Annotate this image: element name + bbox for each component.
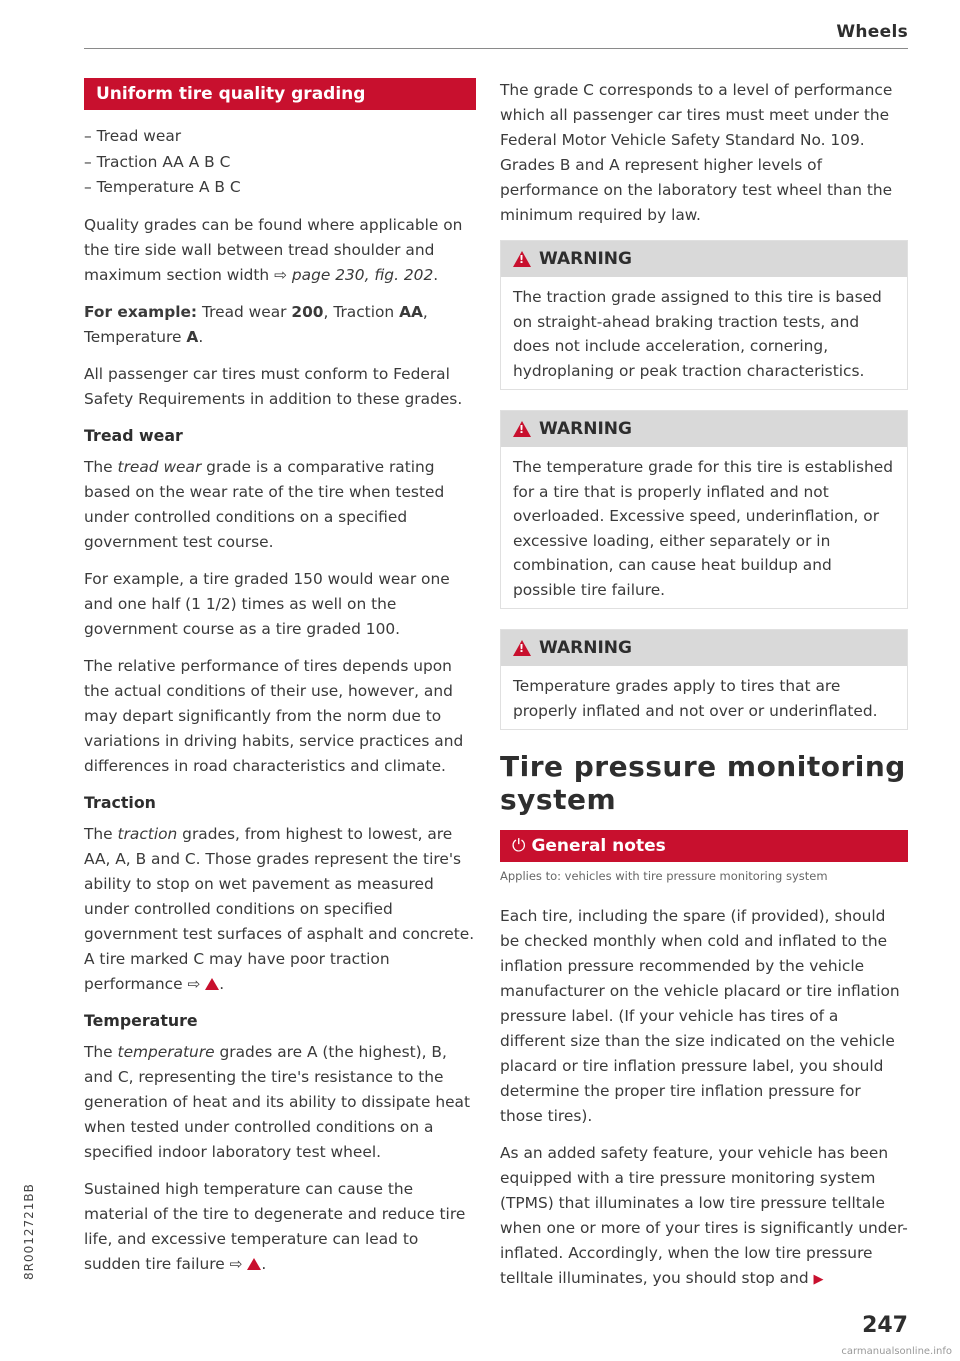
warning-text: The temperature grade for this tire is established for a tire that is properly inflated and not overloaded. Excessive speed, underinflation, or excessive loading, either separately or in combination, can cause heat buildup and possible tire failure. [513, 458, 893, 599]
warning-title: WARNING [539, 638, 632, 658]
text: temperature [117, 1042, 215, 1061]
text: 200 [291, 302, 324, 321]
warning-text: Temperature grades apply to tires that are properly inflated and not over or underinflated. [513, 677, 878, 720]
warning-icon[interactable] [247, 1258, 261, 1270]
warning-body [501, 277, 907, 389]
text: AA [399, 302, 423, 321]
list-item: – Tread wear [84, 127, 182, 145]
text: . [219, 974, 225, 993]
paragraph-quality [84, 213, 476, 288]
text: tread wear [117, 457, 202, 476]
warning-header [501, 630, 907, 666]
paragraph-grade-c: The grade C corresponds to a level of performance which all passenger car tires must meet under the Federal Motor Vehicle Safety Standard No. 109. Grades B and A represent higher levels of performance on the laboratory test wheel than the minimum required by law. [500, 81, 893, 224]
grade-list [84, 124, 476, 201]
header-rule [84, 48, 908, 49]
text: . [433, 265, 439, 284]
document-code: 8R0012721BB [22, 1183, 36, 1280]
warning-title: WARNING [539, 249, 632, 269]
banner-label: General notes [531, 836, 666, 856]
text: The [84, 824, 118, 843]
heading-traction: Traction [84, 792, 156, 812]
heading-tread-wear: Tread wear [84, 425, 183, 445]
warning-icon [513, 640, 531, 656]
paragraph-sustained [84, 1177, 476, 1277]
applies-note: Applies to: vehicles with tire pressure monitoring system [500, 869, 828, 883]
text: grades are A (the highest), B, and C, representing the tire's resistance to the generation of heat and its ability to dissipate heat when tested under controlled conditions on a specified indoor laboratory test wheel. [84, 1042, 471, 1161]
text: , Temperature [84, 302, 428, 346]
paragraph-relative: The relative performance of tires depends upon the actual conditions of their use, however, and may depart significantly from the norm due to variations in driving habits, service practices and differences in road characteristics and climate. [84, 656, 464, 775]
warning-icon [513, 251, 531, 267]
section-banner-general-notes [500, 830, 908, 862]
list-item: – Traction AA A B C [84, 152, 231, 171]
warning-icon [513, 421, 531, 437]
warning-title: WARNING [539, 419, 632, 439]
paragraph-example-150: For example, a tire graded 150 would wear one and one half (1 1/2) times as well on the government course as a tire graded 100. [84, 569, 450, 638]
paragraph-tread-wear [84, 455, 476, 555]
page-ref-link[interactable]: ⇨ page 230, fig. 202 [274, 265, 434, 284]
example-label: For example: [84, 302, 198, 321]
power-icon: ⏻ [512, 836, 526, 856]
list-item: – Temperature A B C [84, 178, 241, 196]
right-column [500, 78, 908, 1304]
paragraph-traction [84, 822, 476, 997]
section-banner-tire-grading: Uniform tire quality grading [84, 78, 476, 110]
warning-box [500, 240, 908, 390]
left-column [84, 78, 476, 1289]
section-title: Wheels [836, 22, 908, 42]
paragraph-added-safety [500, 1141, 908, 1292]
warning-box [500, 410, 908, 609]
paragraph-temperature [84, 1040, 476, 1165]
warning-header [501, 241, 907, 277]
text: A [186, 327, 199, 346]
text: traction [117, 824, 178, 843]
page-number: 247 [862, 1313, 908, 1338]
text: Tread wear [197, 302, 292, 321]
paragraph-each-tire: Each tire, including the spare (if provided), should be checked monthly when cold and inflated to the inflation pressure recommended by the vehicle manufacturer on the vehicle placard or tire inflation pressure label. (If your vehicle has tires of a different size than the size indicated on the vehicle placard or tire inflation pressure label, you should determine the proper tire inflation pressure for those tires). [500, 907, 900, 1125]
paragraph-conform: All passenger car tires must conform to Federal Safety Requirements in addition to these grades. [84, 364, 463, 408]
text: Sustained high temperature can cause the material of the tire to degenerate and reduce tire life, and excessive temperature can lead to sudden tire failure ⇨ [84, 1179, 466, 1273]
text: The [84, 457, 118, 476]
warning-header [501, 411, 907, 447]
warning-icon[interactable] [205, 978, 219, 990]
watermark: carmanualsonline.info [841, 1346, 952, 1357]
text: , Traction [323, 302, 400, 321]
heading-tpms: Tire pressure monitoring system [500, 750, 906, 816]
text: grade is a comparative rating based on the wear rate of the tire when tested under controlled conditions on a specified government test course. [84, 457, 445, 551]
heading-temperature: Temperature [84, 1010, 198, 1030]
text: . [198, 327, 204, 346]
paragraph-example [84, 300, 476, 350]
warning-box [500, 629, 908, 730]
text: Quality grades can be found where applicable on the tire side wall between tread shoulder and maximum section width [84, 215, 463, 284]
text: grades, from highest to lowest, are AA, A, B and C. Those grades represent the tire's ability to stop on wet pavement as measured under controlled conditions on specified government test surfaces of asphalt and concrete. A tire marked C may have poor traction performance ⇨ [84, 824, 475, 993]
text: As an added safety feature, your vehicle has been equipped with a tire pressure monitoring system (TPMS) that illuminates a low tire pressure telltale when one or more of your tires is significantly under-inflated. Accordingly, when the low tire pressure telltale illuminates, you should stop and [500, 1144, 908, 1287]
text: . [261, 1254, 267, 1273]
text: The [84, 1042, 118, 1061]
continue-arrow-icon[interactable]: ▶ [813, 1272, 824, 1287]
warning-text: The traction grade assigned to this tire is based on straight-ahead braking traction tests, and does not include acceleration, cornering, hydroplaning or peak traction characteristics. [513, 288, 882, 380]
warning-body [501, 447, 907, 608]
warning-body [501, 666, 907, 729]
